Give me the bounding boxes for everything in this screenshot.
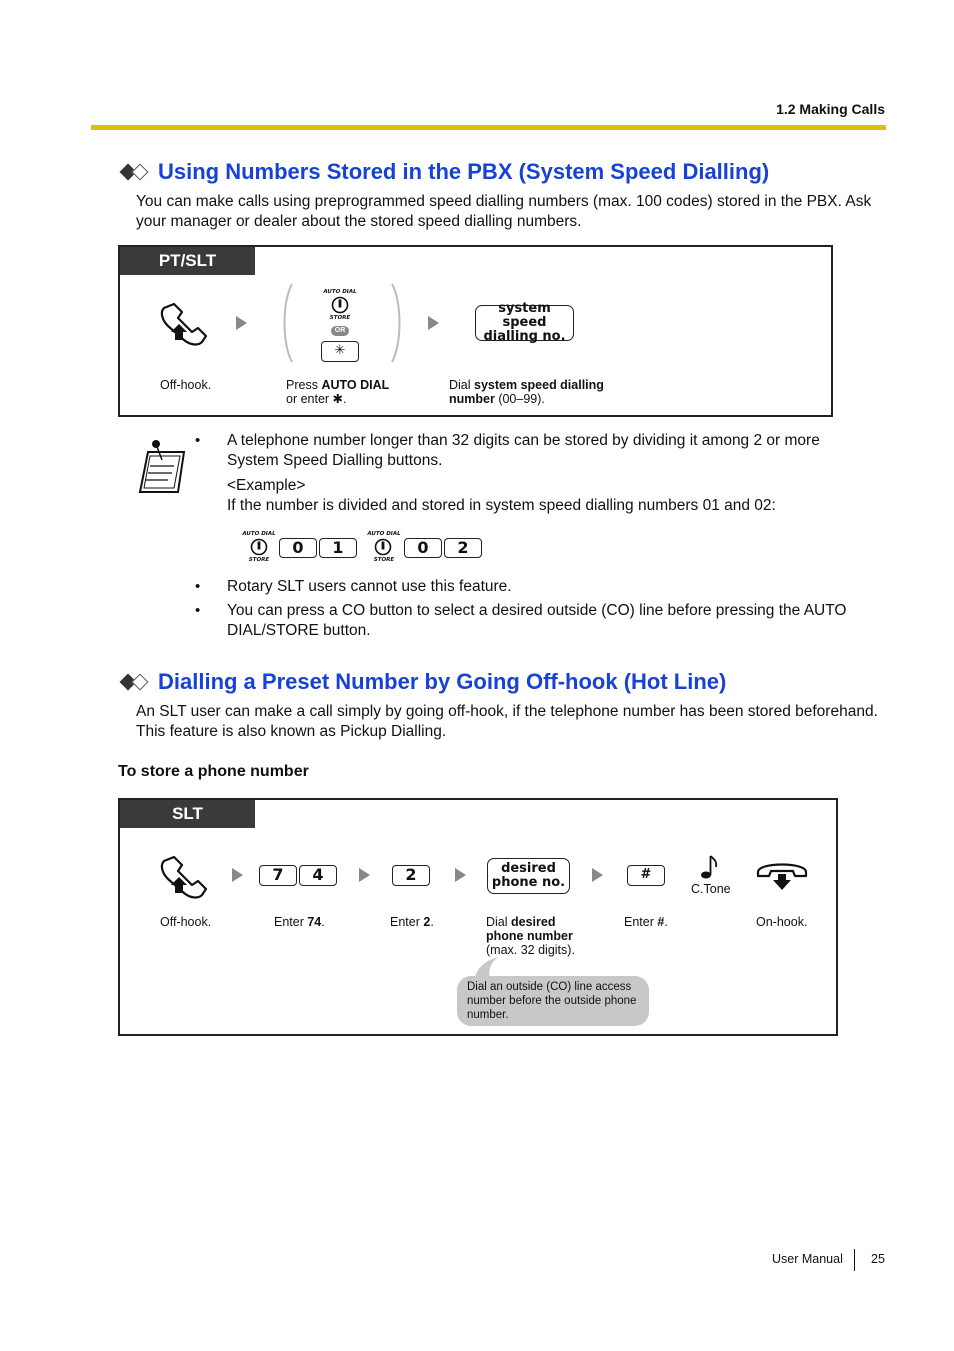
callout-line: Dial an outside (CO) line access <box>467 981 632 993</box>
caption-text: Enter <box>274 915 308 929</box>
page-number: 25 <box>871 1252 885 1266</box>
note-bullet-1 <box>227 431 820 516</box>
digit-key: 2 <box>444 538 482 558</box>
footer-label: User Manual <box>772 1252 843 1266</box>
digit-key-7: 7 <box>259 865 297 886</box>
star-key: ✳ <box>321 341 359 362</box>
step-arrow-icon <box>455 868 466 882</box>
section-intro <box>136 702 878 742</box>
key-line: dialling no. <box>483 329 566 344</box>
step-arrow-icon <box>428 316 439 330</box>
caption-enter-74 <box>274 915 325 929</box>
section-title-hot-line <box>120 669 726 695</box>
callout-line: number. <box>467 1009 509 1021</box>
caption-text: Enter <box>624 915 658 929</box>
caption-text: Press <box>286 378 322 392</box>
note-bullet-2: Rotary SLT users cannot use this feature. <box>227 578 512 595</box>
header-rule <box>91 125 886 130</box>
section-title-text: Dialling a Preset Number by Going Off-hook (Hot Line) <box>158 669 727 694</box>
note-line: System Speed Dialling buttons. <box>227 452 443 469</box>
auto-dial-button-icon <box>331 296 349 314</box>
caption-text: . <box>664 915 668 929</box>
key-line: phone no. <box>491 875 566 890</box>
caption-text: Dial <box>486 915 512 929</box>
off-hook-icon <box>158 300 210 346</box>
store-label: STORE <box>248 557 270 563</box>
caption-enter-2 <box>390 915 434 929</box>
example-label: <Example> <box>227 477 306 494</box>
bullet-marker: • <box>195 602 201 619</box>
caption-text: (00–99). <box>494 392 545 406</box>
caption-bold: AUTO DIAL <box>321 378 390 392</box>
caption-press-auto-dial <box>286 378 389 406</box>
caption-text: Dial <box>449 378 475 392</box>
store-label: STORE <box>329 315 351 321</box>
subheading: To store a phone number <box>118 763 309 780</box>
caption-off-hook: Off-hook. <box>160 915 212 929</box>
section-intro <box>136 192 871 232</box>
notepad-icon <box>136 438 188 496</box>
intro-line: This feature is also known as Pickup Dialling. <box>136 723 447 740</box>
digit-key: 0 <box>404 538 442 558</box>
section-title-speed-dialling <box>120 159 769 185</box>
store-label: STORE <box>373 557 395 563</box>
intro-line: You can make calls using preprogrammed speed dialling numbers (max. 100 codes) stored in the PBX. Ask <box>136 193 872 210</box>
caption-off-hook: Off-hook. <box>160 378 212 392</box>
caption-text: or enter ✱. <box>286 392 347 406</box>
bullet-marker: • <box>195 432 201 449</box>
digit-key-2: 2 <box>392 865 430 886</box>
running-header: 1.2 Making Calls <box>776 101 885 117</box>
key-line: desired <box>501 861 556 876</box>
caption-bold: number <box>449 392 495 406</box>
caption-text: Enter <box>390 915 424 929</box>
hash-key: # <box>627 865 665 886</box>
step-arrow-icon <box>236 316 247 330</box>
box-tab-label: SLT <box>120 800 255 828</box>
system-speed-dialling-key <box>475 301 574 344</box>
note-line: DIAL/STORE button. <box>227 622 371 639</box>
note-line: You can press a CO button to select a desired outside (CO) line before pressing the AUTO <box>227 602 847 619</box>
caption-bold: system speed dialling <box>474 378 604 392</box>
auto-dial-button-icon <box>374 538 392 556</box>
callout-note <box>457 976 649 1026</box>
intro-line: your manager or dealer about the stored speed dialling numbers. <box>136 213 582 230</box>
step-arrow-icon <box>232 868 243 882</box>
auto-dial-label: AUTO DIAL <box>323 289 357 295</box>
caption-bold: 2 <box>423 915 431 929</box>
step-arrow-icon <box>359 868 370 882</box>
step-arrow-icon <box>592 868 603 882</box>
caption-dial-speed-number <box>449 378 604 406</box>
ctone-label: C.Tone <box>691 882 731 896</box>
desired-phone-number-key <box>487 858 570 894</box>
on-hook-icon <box>755 858 809 892</box>
diamond-bullet-icon <box>120 164 150 182</box>
caption-dial-desired <box>486 915 575 957</box>
caption-bold: # <box>657 915 665 929</box>
note-line: A telephone number longer than 32 digits can be stored by dividing it among 2 or more <box>227 432 820 449</box>
callout-line: number before the outside phone <box>467 995 637 1007</box>
caption-on-hook: On-hook. <box>756 915 808 929</box>
auto-dial-button-icon <box>250 538 268 556</box>
note-bullet-3 <box>227 601 846 641</box>
key-line: system speed <box>498 301 551 330</box>
confirmation-tone-icon <box>700 853 720 881</box>
or-badge: OR <box>331 326 349 336</box>
caption-text: . <box>321 915 325 929</box>
off-hook-icon <box>158 853 210 899</box>
digit-key-4: 4 <box>299 865 337 886</box>
caption-text: (max. 32 digits). <box>486 943 575 957</box>
section-title-text: Using Numbers Stored in the PBX (System Speed Dialling) <box>158 159 770 184</box>
caption-bold: desired <box>511 915 556 929</box>
box-tab-label: PT/SLT <box>120 247 255 275</box>
bullet-marker: • <box>195 578 201 595</box>
footer-divider <box>854 1249 855 1271</box>
digit-key: 0 <box>279 538 317 558</box>
auto-dial-label: AUTO DIAL <box>367 531 401 537</box>
caption-bold: 74 <box>307 915 322 929</box>
caption-bold: phone number <box>486 929 573 943</box>
caption-text: . <box>430 915 434 929</box>
digit-key: 1 <box>319 538 357 558</box>
auto-dial-label: AUTO DIAL <box>242 531 276 537</box>
example-text: If the number is divided and stored in system speed dialling numbers 01 and 02: <box>227 497 776 514</box>
intro-line: An SLT user can make a call simply by going off-hook, if the telephone number has been stored beforehand. <box>136 703 878 720</box>
caption-enter-hash <box>624 915 668 929</box>
diamond-bullet-icon <box>120 674 150 692</box>
